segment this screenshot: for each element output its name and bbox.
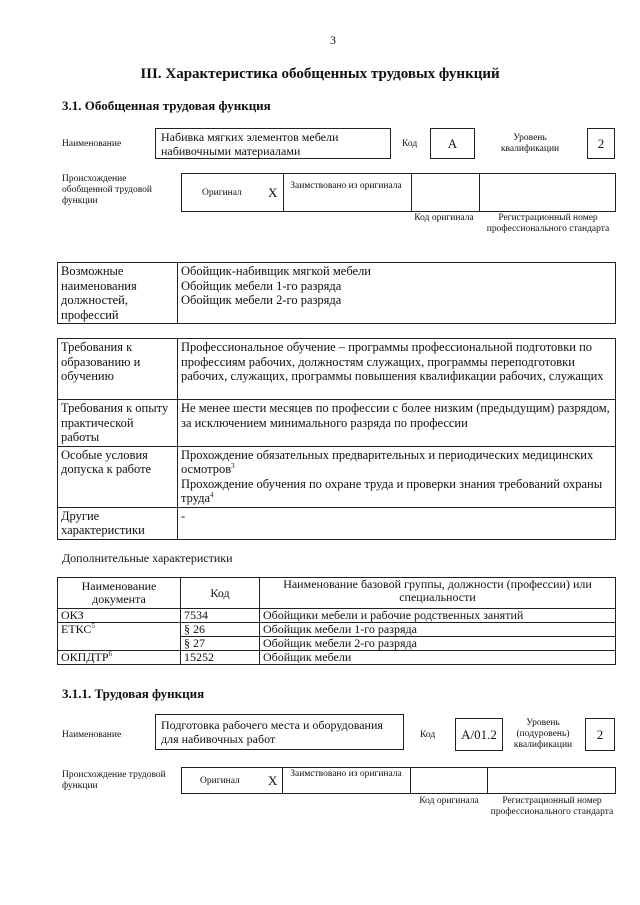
footnote-ref: 3 bbox=[231, 461, 235, 470]
conditions-label: Особые условия допуска к работе bbox=[58, 446, 178, 507]
code-cell: § 27 bbox=[181, 637, 260, 651]
col-code-header: Код bbox=[181, 578, 260, 609]
original-mark: X bbox=[268, 185, 278, 200]
conditions-value bbox=[178, 446, 616, 507]
level-label: Уровень (подуровень) квалификации bbox=[513, 718, 573, 750]
footnote-ref: 4 bbox=[210, 490, 214, 499]
positions-label: Возможные наименования должностей, профессий bbox=[58, 263, 178, 324]
table-row bbox=[58, 651, 616, 665]
doc-cell: ЕТКС bbox=[61, 622, 92, 636]
original-label: Оригинал bbox=[202, 188, 242, 198]
requirements-table bbox=[57, 338, 616, 540]
code-cell: 15252 bbox=[181, 651, 260, 665]
name-cell: Обойщик мебели 1-го разряда bbox=[260, 623, 616, 637]
reg-number-label: Регистрационный номер профессионального стандарта bbox=[486, 213, 610, 234]
other-label: Другие характеристики bbox=[58, 507, 178, 539]
education-value: Профессиональное обучение – программы профессиональной подготовки по профессиям рабочих, должностям служащих, программы переподготовки рабочих, служащих, программы повышения квалификации рабочих, служащих bbox=[178, 339, 616, 400]
education-label: Требования к образованию и обучению bbox=[58, 339, 178, 400]
table-row bbox=[58, 623, 616, 637]
positions-table bbox=[57, 262, 616, 324]
doc-cell: ОКПДТР bbox=[61, 650, 109, 664]
code-cell: § 26 bbox=[181, 623, 260, 637]
conditions-text-1: Прохождение обязательных предварительных и периодических медицинских осмотров bbox=[181, 447, 594, 476]
footnote-ref: 6 bbox=[108, 650, 113, 658]
name-label: Наименование bbox=[62, 730, 122, 740]
origin-label: Происхождение трудовой функции bbox=[62, 770, 166, 791]
col-doc-header: Наименование документа bbox=[58, 578, 181, 609]
position-item: Обойщик-набивщик мягкой мебели bbox=[181, 264, 371, 278]
borrowed-label: Заимствовано из оригинала bbox=[290, 181, 402, 191]
origin-table bbox=[181, 173, 616, 212]
experience-label: Требования к опыту практической работы bbox=[58, 400, 178, 447]
footnote-ref: 5 bbox=[91, 622, 95, 630]
additional-heading: Дополнительные характеристики bbox=[62, 551, 233, 565]
code-original-label: Код оригинала bbox=[419, 796, 479, 806]
name-cell: Обойщики мебели и рабочие родственных занятий bbox=[260, 609, 616, 623]
positions-values bbox=[178, 263, 616, 324]
level-value: 2 bbox=[585, 718, 615, 751]
code-label: Код bbox=[420, 730, 436, 740]
original-mark: X bbox=[268, 773, 278, 788]
section-heading: 3.1.1. Трудовая функция bbox=[62, 686, 205, 701]
other-value: - bbox=[178, 507, 616, 539]
doc-cell: ОКЗ bbox=[61, 608, 84, 622]
additional-table bbox=[57, 577, 616, 665]
position-item: Обойщик мебели 1-го разряда bbox=[181, 278, 342, 293]
code-value: А bbox=[430, 128, 475, 159]
code-label: Код bbox=[402, 139, 418, 149]
section-heading: 3.1. Обобщенная трудовая функция bbox=[62, 98, 271, 113]
name-label: Наименование bbox=[62, 139, 122, 149]
conditions-text-2: Прохождение обучения по охране труда и проверки знания требований охраны труда bbox=[181, 476, 603, 505]
code-cell: 7534 bbox=[181, 609, 260, 623]
reg-number-label: Регистрационный номер профессионального стандарта bbox=[490, 796, 614, 817]
origin-label: Происхождение обобщенной трудовой функции bbox=[62, 174, 152, 206]
table-row bbox=[58, 637, 616, 651]
name-value: Подготовка рабочего места и оборудования для набивочных работ bbox=[155, 714, 404, 750]
table-row bbox=[58, 609, 616, 623]
name-value: Набивка мягких элементов мебели набивочными материалами bbox=[155, 128, 391, 159]
page-number: 3 bbox=[330, 33, 336, 47]
code-original-label: Код оригинала bbox=[414, 213, 474, 223]
code-value: А/01.2 bbox=[455, 718, 503, 751]
col-name-header: Наименование базовой группы, должности (профессии) или специальности bbox=[260, 578, 616, 609]
page-title: III. Характеристика обобщенных трудовых функций bbox=[140, 66, 500, 82]
original-label: Оригинал bbox=[200, 776, 240, 786]
level-label: Уровень квалификации bbox=[500, 133, 560, 154]
origin-table bbox=[181, 767, 616, 794]
level-value: 2 bbox=[587, 128, 615, 159]
name-cell: Обойщик мебели bbox=[260, 651, 616, 665]
position-item: Обойщик мебели 2-го разряда bbox=[181, 293, 342, 307]
experience-value: Не менее шести месяцев по профессии с более низким (предыдущим) разрядом, за исключением минимального разряда по профессии bbox=[178, 400, 616, 447]
borrowed-label: Заимствовано из оригинала bbox=[290, 769, 402, 779]
name-cell: Обойщик мебели 2-го разряда bbox=[260, 637, 616, 651]
